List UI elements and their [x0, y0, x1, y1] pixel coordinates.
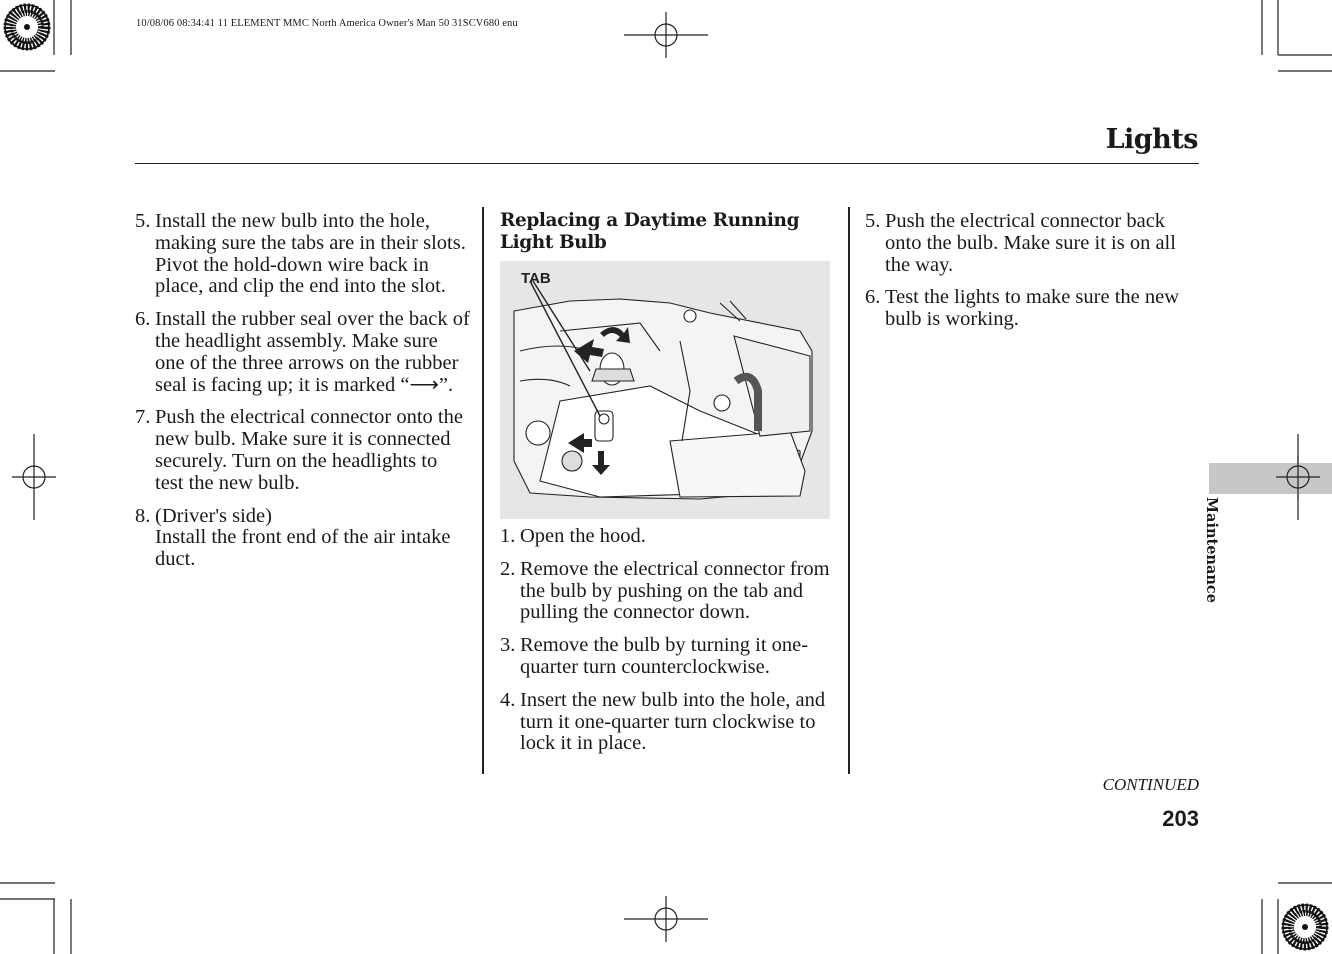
continued-label: CONTINUED [1102, 775, 1199, 794]
list-item: 5. Push the electrical connector back onto the bulb. Make sure it is on all the way. [865, 210, 1176, 276]
right-step-list [865, 211, 1200, 331]
column-divider-right [848, 207, 850, 774]
section-side-label: Maintenance [1203, 497, 1220, 603]
list-item: 8. (Driver's side) Install the front end of the air intake duct. [135, 504, 451, 571]
headlight-illustration [500, 261, 830, 519]
page-number: 203 [1162, 806, 1199, 831]
right-column [865, 211, 1200, 342]
list-item: 6. Install the rubber seal over the back of the headlight assembly. Make sure one of the three arrows on the rubber seal is facing up; it is marked “⟶”. [135, 308, 470, 396]
side-tab-target-mark [1276, 455, 1321, 500]
list-item: 3. Remove the bulb by turning it one-quarter turn counterclockwise. [500, 634, 809, 678]
column-divider-left [482, 207, 484, 774]
list-item: 6. Test the lights to make sure the new bulb is working. [865, 286, 1180, 331]
list-item: 2. Remove the electrical connector from the bulb by pushing on the tab and pulling the connector down. [500, 557, 830, 624]
middle-step-list [500, 526, 840, 755]
middle-column [500, 526, 840, 766]
starburst-mark-bottom-right [1283, 905, 1327, 949]
title-rule [135, 163, 1199, 164]
list-item: 1. Open the hood. [500, 525, 646, 547]
list-item: 7. Push the electrical connector onto the new bulb. Make sure it is connected securely. Turn on the headlights to test the new bulb. [135, 406, 463, 494]
print-info-line: 10/08/06 08:34:41 11 ELEMENT MMC North America Owner's Man 50 31SCV680 enu [136, 18, 518, 29]
left-column [135, 211, 470, 582]
page-title: Lights [1105, 124, 1198, 155]
list-item: 4. Insert the new bulb into the hole, and turn it one-quarter turn clockwise to lock it in place. [500, 688, 826, 755]
engine-bay-drawing [500, 261, 830, 519]
left-step-list [135, 211, 470, 571]
figure-label-tab: TAB [521, 270, 551, 287]
section-heading: Replacing a Daytime Running Light Bulb [500, 210, 800, 253]
list-item: 5. Install the new bulb into the hole, making sure the tabs are in their slots. Pivot the hold-down wire back in place, and clip the end into the slot. [135, 210, 466, 298]
starburst-mark-top-left [5, 5, 49, 49]
